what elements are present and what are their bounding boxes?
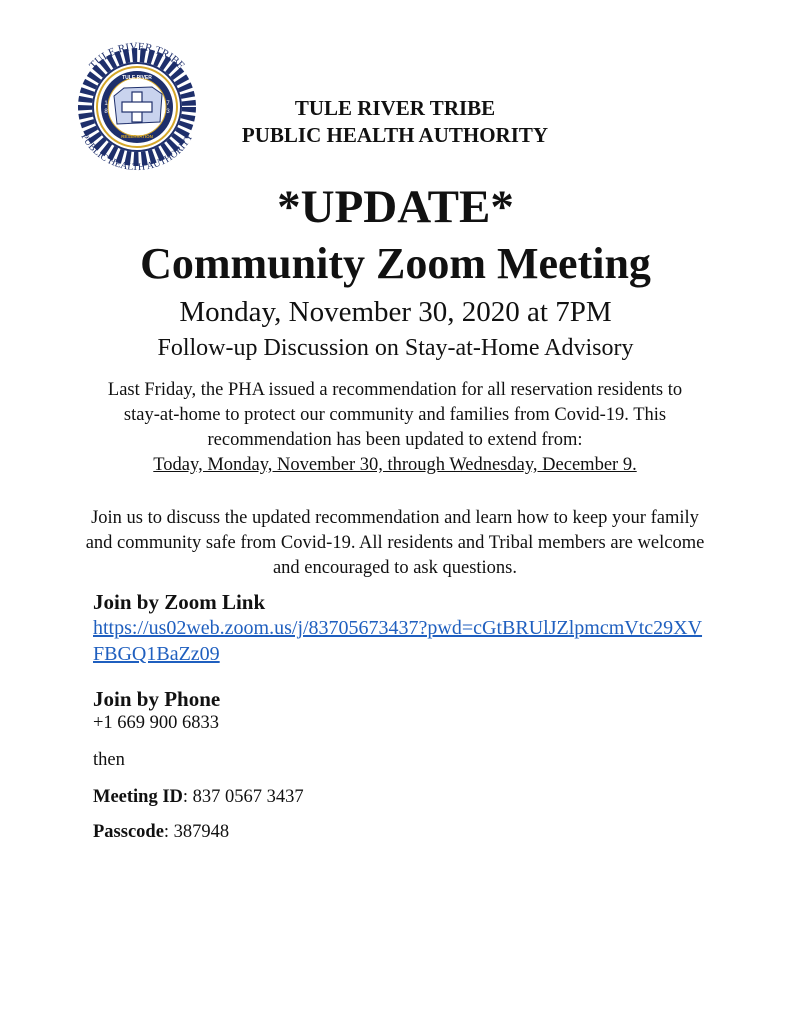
svg-text:7: 7 xyxy=(166,101,170,107)
zoom-meeting-link[interactable]: https://us02web.zoom.us/j/83705673437?pwd=cGtBRUlJZlpmcmVtc29XVFBGQ1BaZz09 xyxy=(93,617,703,665)
meeting-id xyxy=(93,787,304,808)
passcode xyxy=(93,822,229,843)
tribe-seal-logo xyxy=(62,32,212,182)
phone-number: +1 669 900 6833 xyxy=(93,713,220,733)
organization-name xyxy=(210,95,580,149)
advisory-paragraph xyxy=(95,378,695,478)
org-line-1: TULE RIVER TRIBE xyxy=(294,96,496,120)
phone-heading: Join by Phone xyxy=(93,687,221,711)
then-text: then xyxy=(93,750,125,770)
advisory-dates: Today, Monday, November 30, through Wednesday, December 9. xyxy=(153,455,637,475)
passcode-label: Passcode xyxy=(93,822,164,842)
meeting-id-value: : 837 0567 3437 xyxy=(182,787,304,807)
advisory-text: Last Friday, the PHA issued a recommendation for all reservation residents to stay-at-home to protect our community and families from Covid-19. This recommendation has been updated to extend from: xyxy=(107,380,683,450)
logo-top-text: TULE RIVER TRIBE xyxy=(87,40,187,72)
meeting-id-label: Meeting ID xyxy=(93,787,183,807)
svg-text:3: 3 xyxy=(166,109,170,115)
invitation-paragraph: Join us to discuss the updated recommendation and learn how to keep your family and community safe from Covid-19. All residents and Tribal members are welcome and encouraged to ask questions. xyxy=(85,508,705,578)
page-title: Community Zoom Meeting xyxy=(140,239,651,288)
passcode-value: : 387948 xyxy=(163,822,230,842)
zoom-heading: Join by Zoom Link xyxy=(93,590,266,614)
logo-bottom-text: PUBLIC HEALTH AUTHORITY xyxy=(78,131,196,174)
svg-text:TULE RIVER: TULE RIVER xyxy=(122,75,152,81)
meeting-date: Monday, November 30, 2020 at 7PM xyxy=(179,296,612,328)
update-banner: *UPDATE* xyxy=(277,181,514,233)
svg-text:1: 1 xyxy=(104,101,108,107)
org-line-2: PUBLIC HEALTH AUTHORITY xyxy=(241,123,549,147)
meeting-subtitle: Follow-up Discussion on Stay-at-Home Advisory xyxy=(157,335,634,361)
svg-text:RESERVATION: RESERVATION xyxy=(121,134,153,139)
svg-text:8: 8 xyxy=(104,109,108,115)
